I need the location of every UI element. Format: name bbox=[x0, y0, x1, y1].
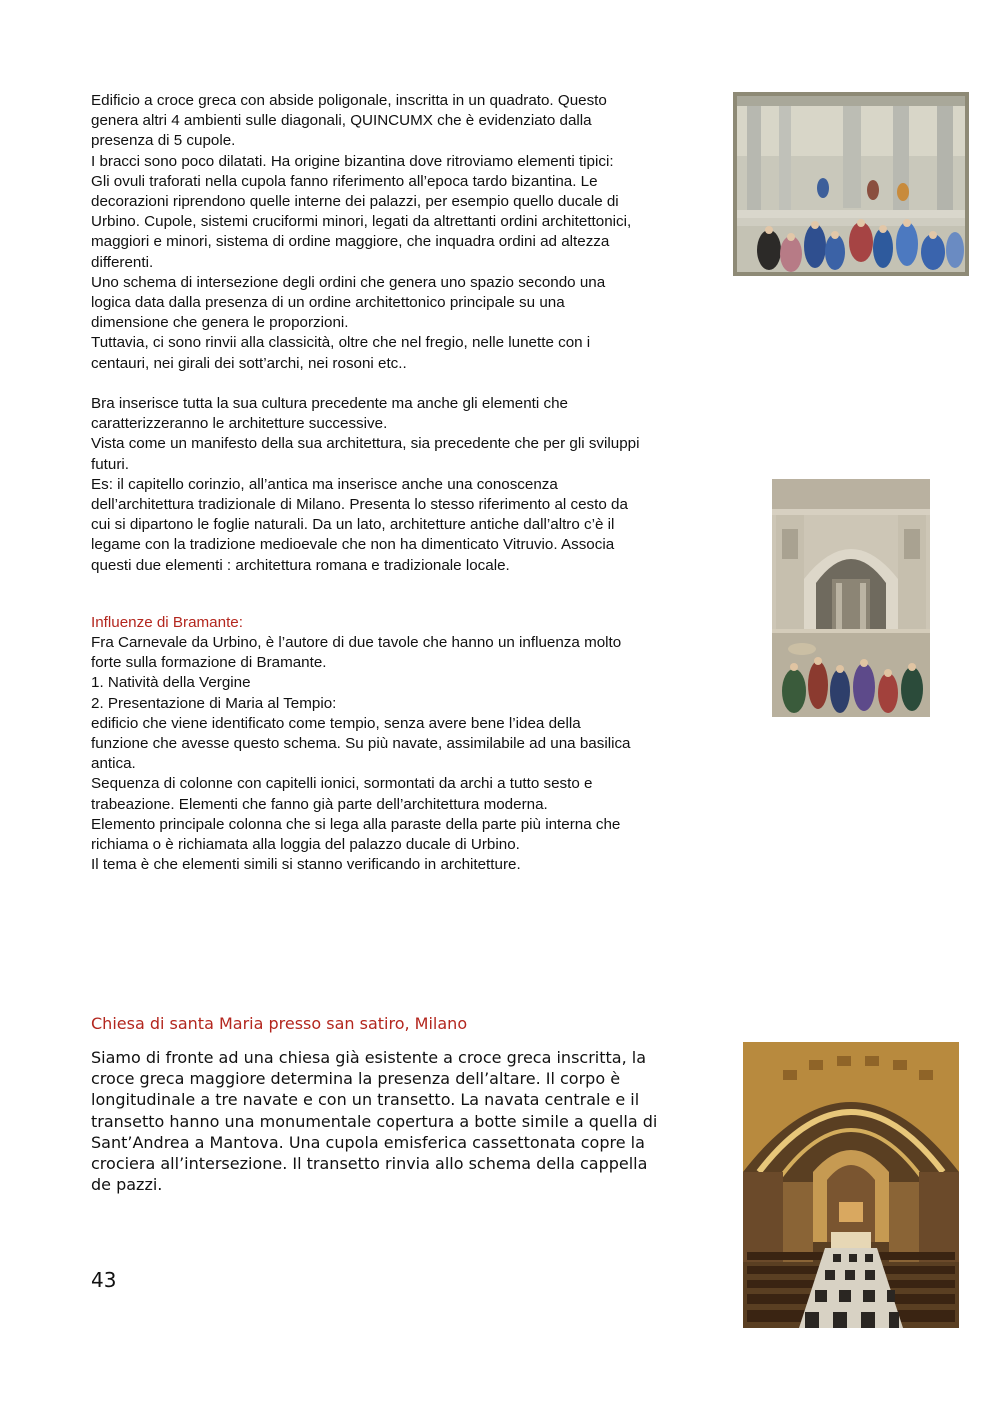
body-paragraph-1: Edificio a croce greca con abside poligonale, inscritta in un quadrato. Questo genera altri 4 ambienti sulle diagonali, QUINCUMX che è evidenziato dalla presenza di 5 cupole. I bracci sono poco dilatati. Ha origine bizantina dove ritroviamo elementi tipici: Gli ovuli traforati nella cupola fanno riferimento all’epoca tardo bizantina. Le decorazioni riprendono quelle interne dei palazzi, per esempio quello ducale di Urbino. Cupole, sistemi cruciformi minori, legati da altrettanti ordini architettonici, maggiori e minori, sistema di ordine maggiore, che inquadra ordini ad altezza differenti. Uno schema di intersezione degli ordini che genera uno spazio secondo una logica data dalla presenza di un ordine architettonico principale su una dimensione che genera le proporzioni. Tuttavia, ci sono rinvii alla classicità, oltre che nel fregio, nelle lunette con i centauri, nei girali dei sott’archi, nei rosoni etc.. bbox=[91, 92, 632, 372]
page-number: 43 bbox=[91, 1268, 117, 1292]
section-heading-influenze: Influenze di Bramante: bbox=[91, 614, 243, 631]
body-paragraph-chiesa: Siamo di fronte ad una chiesa già esistente a croce greca inscritta, la croce greca maggiore determina la presenza dell’altare. Il corpo è longitudinale a tre navate e con un transetto. La navata centrale e il transetto hanno una monumentale copertura a botte simile a quella di Sant’Andrea a Mantova. Una cupola emisferica cassettonata copre la crociera all’intersezione. Il transetto rinvia allo schema della cappella de pazzi. bbox=[91, 1048, 658, 1195]
section-title-chiesa: Chiesa di santa Maria presso san satiro, Milano bbox=[91, 1014, 468, 1033]
painting-presentation-image bbox=[733, 92, 969, 276]
church-interior-image bbox=[743, 1042, 959, 1328]
body-paragraph-2: Bra inserisce tutta la sua cultura precedente ma anche gli elementi che caratterizzeranno le architetture successive. Vista come un manifesto della sua architettura, sia precedente che per gli sviluppi futuri. Es: il capitello corinzio, all’antica ma inserisce anche una conoscenza dell’architettura tradizionale di Milano. Presenta lo stesso riferimento al cesto da cui si dipartono le foglie naturali. Da un lato, architetture antiche dall’altro c’è il legame con la tradizione medioevale che non ha dimenticato Vitruvio. Associa questi due elementi : architettura romana e tradizionale locale. bbox=[91, 395, 640, 574]
painting-arch-image bbox=[772, 479, 930, 717]
body-paragraph-influenze: Fra Carnevale da Urbino, è l’autore di due tavole che hanno un influenza molto forte sulla formazione di Bramante. 1. Natività della Vergine 2. Presentazione di Maria al Tempio: edificio che viene identificato come tempio, senza avere bene l’idea della funzione che avesse questo schema. Su più navate, assimilabile ad una basilica antica. Sequenza di colonne con capitelli ionici, sormontati da archi a tutto sesto e trabeazione. Elementi che fanno già parte dell’architettura moderna. Elemento principale colonna che si lega alla paraste della parte più interna che richiama o è richiamata alla loggia del palazzo ducale di Urbino. Il tema è che elementi simili si stanno verificando in architetture. bbox=[91, 634, 631, 874]
